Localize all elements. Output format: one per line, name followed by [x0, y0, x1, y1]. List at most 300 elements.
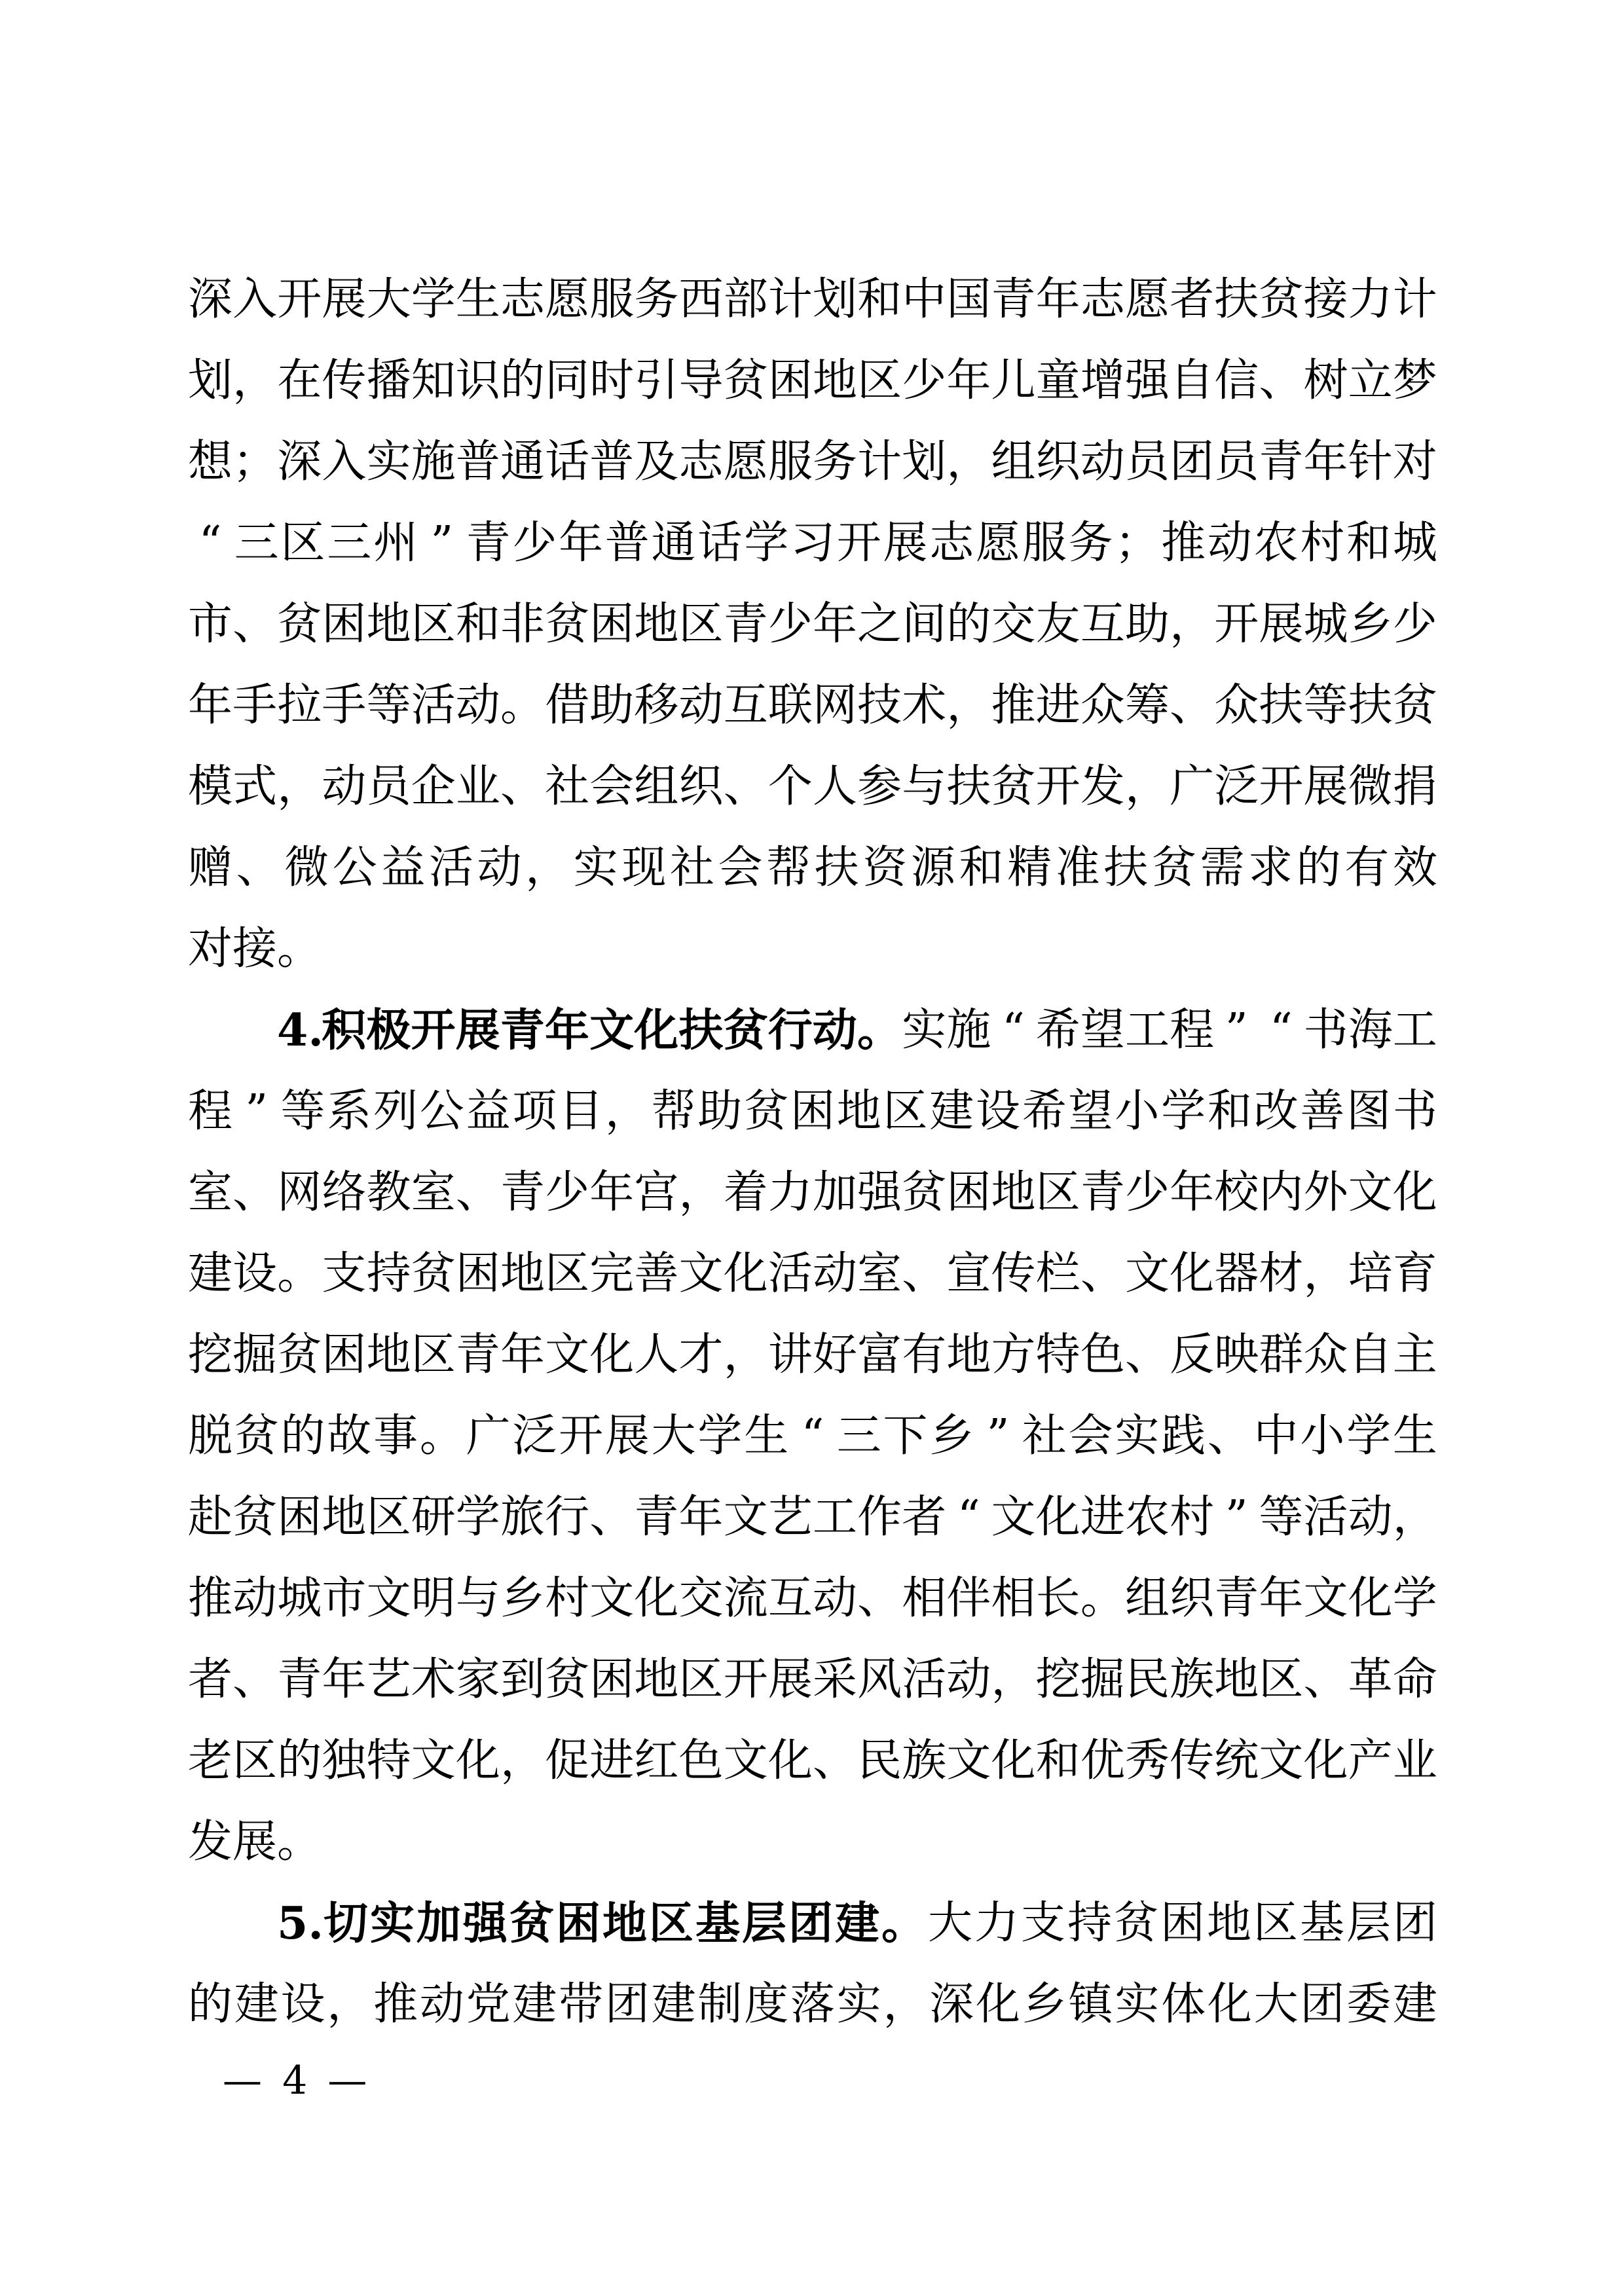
body-character: 识 [455, 355, 500, 407]
body-character: 话 [697, 517, 743, 569]
body-character: 青 [1214, 1573, 1259, 1624]
body-character: 区 [280, 517, 325, 569]
body-character: 三 [327, 517, 372, 569]
body-character: 划 [812, 274, 857, 325]
body-character: 年 [500, 1329, 545, 1381]
body-character: 实 [573, 842, 618, 894]
body-character: 的 [280, 1410, 325, 1462]
body-character: 与 [455, 1573, 500, 1624]
body-character: 行 [545, 1491, 590, 1543]
heading-character: 4. [277, 1004, 323, 1057]
body-character: 采 [812, 1654, 857, 1705]
body-character: 红 [634, 1735, 679, 1787]
body-character: 革 [1348, 1654, 1393, 1705]
body-character: 好 [812, 1329, 857, 1381]
body-character: 年 [1303, 436, 1348, 488]
body-character: 掘 [232, 1329, 278, 1381]
body-character: 贫 [1151, 842, 1196, 894]
body-character: 动 [232, 1573, 278, 1624]
body-character: 设 [280, 1978, 325, 2030]
body-character: 等 [1303, 680, 1348, 731]
body-character: 、 [455, 1167, 500, 1218]
text-line [188, 1639, 1437, 1721]
document-body [188, 259, 1437, 2045]
body-character: 开 [1259, 761, 1304, 812]
body-character: 工 [1124, 1004, 1170, 1056]
body-character: 组 [634, 761, 679, 812]
body-character: 年 [812, 598, 857, 650]
heading-character: 层 [742, 1897, 787, 1950]
body-character: “ [801, 1410, 824, 1462]
body-character: 地 [812, 355, 857, 407]
body-character: 愿 [723, 436, 768, 488]
body-character: 色 [1080, 1329, 1125, 1381]
body-character: 针 [1348, 436, 1393, 488]
body-character: 和 [1035, 1735, 1080, 1787]
text-line [188, 340, 1437, 422]
body-character: 传 [991, 1248, 1036, 1300]
body-character: 织 [678, 761, 724, 812]
body-character: 农 [1124, 1491, 1170, 1543]
body-character: 相 [902, 1573, 947, 1624]
body-character: 贫 [277, 1329, 322, 1381]
body-character: 、 [723, 761, 768, 812]
body-character: ， [946, 680, 991, 731]
body-character: 长 [1035, 1573, 1080, 1624]
body-character: ， [1170, 598, 1215, 650]
body-character: 划 [188, 355, 233, 407]
body-character: 。 [277, 1816, 322, 1868]
body-character: 产 [1348, 1735, 1393, 1787]
body-character: 化 [1392, 1167, 1437, 1218]
body-character: 室 [411, 1167, 456, 1218]
body-character: 众 [1214, 680, 1259, 731]
body-character: 年 [946, 355, 991, 407]
body-character: 和 [959, 842, 1004, 894]
body-character: 地 [322, 1491, 367, 1543]
body-character: 在 [277, 355, 322, 407]
body-character: 实 [836, 1978, 881, 2030]
body-character: 团 [1393, 1897, 1438, 1949]
body-character: 准 [1055, 842, 1100, 894]
body-character: 完 [589, 1248, 635, 1300]
heading-character: 青 [500, 1004, 545, 1057]
body-character: 层 [1346, 1897, 1392, 1949]
body-character: 愿 [976, 517, 1021, 569]
body-character: 者 [902, 1491, 947, 1543]
body-character: 党 [466, 1978, 511, 2030]
body-character: 、 [1080, 1248, 1125, 1300]
body-character: 化 [1035, 1491, 1080, 1543]
body-character: 导 [678, 355, 724, 407]
body-character: 栏 [1035, 1248, 1080, 1300]
body-character: 区 [1253, 1897, 1299, 1949]
body-character: 特 [366, 1735, 411, 1787]
body-character: 普 [604, 517, 650, 569]
body-character: 程 [188, 1085, 233, 1137]
body-character: ， [1303, 1248, 1348, 1300]
body-character: 传 [322, 355, 367, 407]
body-character: 地 [991, 1167, 1036, 1218]
body-character: 互 [767, 1573, 813, 1624]
body-character: 展 [322, 274, 367, 325]
body-character: 困 [1160, 1897, 1206, 1949]
body-character: 学 [411, 274, 456, 325]
body-character: 对 [188, 923, 233, 975]
body-character: 化 [589, 1329, 635, 1381]
body-character: 区 [366, 1491, 411, 1543]
body-character: 希 [1022, 1085, 1067, 1137]
body-character: 化 [976, 1978, 1021, 2030]
body-character: 族 [1170, 1654, 1215, 1705]
body-character: 地 [836, 1085, 881, 1137]
body-character: 同 [545, 355, 590, 407]
body-character: 希 [1035, 1004, 1080, 1056]
body-character: 展 [604, 1410, 650, 1462]
body-character: 动 [419, 1978, 464, 2030]
heading-character: 极 [366, 1004, 411, 1057]
body-character: 文 [589, 1573, 635, 1624]
body-character: 团 [604, 1978, 650, 2030]
body-character: 贫 [902, 1167, 947, 1218]
body-character: 对 [1392, 436, 1437, 488]
body-character: 农 [1253, 517, 1299, 569]
body-character: 员 [366, 761, 411, 812]
body-character: 、 [232, 1654, 278, 1705]
body-character: 通 [651, 517, 696, 569]
body-character: 西 [678, 274, 724, 325]
body-character: 划 [902, 436, 947, 488]
body-character: 故 [327, 1410, 372, 1462]
body-character: 乡 [1348, 598, 1393, 650]
body-character: 命 [1392, 1654, 1437, 1705]
body-character: 生 [1392, 1410, 1437, 1462]
heading-character: 切 [323, 1897, 369, 1950]
body-character: 青 [500, 1167, 545, 1218]
body-character: 文 [545, 1329, 590, 1381]
body-character: 建 [234, 1978, 279, 2030]
body-character: 精 [1007, 842, 1052, 894]
body-character: 会 [589, 761, 635, 812]
body-character: 少 [512, 517, 557, 569]
body-character: 、 [1259, 355, 1304, 407]
body-character: 强 [857, 1167, 902, 1218]
body-character: 秀 [1124, 1735, 1170, 1787]
body-character: 动 [1207, 517, 1252, 569]
body-character: 入 [322, 436, 367, 488]
body-character: 知 [411, 355, 456, 407]
page-number: — 4 — [223, 2058, 371, 2104]
body-character: 。 [419, 1410, 464, 1462]
body-character: 愿 [1124, 274, 1170, 325]
body-character: 交 [991, 598, 1036, 650]
body-character: 州 [373, 517, 418, 569]
body-character: 落 [790, 1978, 835, 2030]
body-character: 业 [455, 761, 500, 812]
body-character: 者 [188, 1654, 233, 1705]
body-character: 贫 [545, 1654, 590, 1705]
body-character: 度 [744, 1978, 789, 2030]
body-character: 大 [366, 274, 411, 325]
body-character: 有 [1344, 842, 1390, 894]
body-character: 区 [411, 598, 456, 650]
body-character: 进 [589, 1735, 635, 1787]
body-character: 书 [1303, 1004, 1348, 1056]
body-character: 志 [929, 517, 974, 569]
body-character: 室 [857, 1248, 902, 1300]
body-character: 非 [500, 598, 545, 650]
body-character: 之 [857, 598, 902, 650]
body-character: 推 [1161, 517, 1206, 569]
body-character: 族 [902, 1735, 947, 1787]
text-line [188, 584, 1437, 665]
body-character: 和 [1346, 517, 1392, 569]
body-character: 动 [477, 842, 522, 894]
heading-character: 扶 [678, 1004, 724, 1057]
body-character: 研 [411, 1491, 456, 1543]
body-character: 流 [723, 1573, 768, 1624]
body-character: 效 [1392, 842, 1437, 894]
body-character: 拉 [277, 680, 322, 731]
body-character: 组 [991, 436, 1036, 488]
body-character: 文 [1348, 1167, 1393, 1218]
body-character: 计 [767, 274, 813, 325]
body-character: 色 [678, 1735, 724, 1787]
body-character: 移 [634, 680, 679, 731]
body-character: 艺 [767, 1491, 813, 1543]
body-character: 文 [946, 1735, 991, 1787]
body-character: 促 [545, 1735, 590, 1787]
body-character: 服 [589, 274, 635, 325]
body-character: 树 [1303, 355, 1348, 407]
body-character: 的 [188, 1978, 233, 2030]
body-character: 文 [366, 1573, 411, 1624]
body-character: 目 [559, 1085, 604, 1137]
body-character: 传 [1170, 1735, 1215, 1787]
body-character: 梦 [1392, 355, 1437, 407]
body-character: 扶 [1348, 680, 1393, 731]
body-character: 贫 [723, 355, 768, 407]
body-character: 深 [188, 274, 233, 325]
body-character: 青 [723, 598, 768, 650]
body-character: 挖 [188, 1329, 233, 1381]
body-character: 建 [1392, 1978, 1437, 2030]
body-character: 建 [651, 1978, 696, 2030]
heading-character: 建 [835, 1897, 880, 1950]
body-character: 区 [678, 1654, 724, 1705]
body-character: ； [1115, 517, 1160, 569]
body-character: 实 [366, 436, 411, 488]
body-character: 通 [500, 436, 545, 488]
body-character: 化 [767, 1735, 813, 1787]
body-character: 伴 [946, 1573, 991, 1624]
body-character: 工 [812, 1491, 857, 1543]
body-character: 帮 [651, 1085, 696, 1137]
body-character: 群 [1259, 1329, 1304, 1381]
body-character: 赠 [188, 842, 233, 894]
body-character: 务 [812, 436, 857, 488]
body-character: 文 [1259, 1735, 1304, 1787]
body-character: 区 [678, 598, 724, 650]
body-character: 年 [1259, 1573, 1304, 1624]
body-character: 地 [1214, 1654, 1259, 1705]
body-character: 联 [767, 680, 813, 731]
body-character: 公 [419, 1085, 464, 1137]
body-character: 区 [883, 1085, 928, 1137]
body-character: 企 [411, 761, 456, 812]
body-character: 开 [559, 1410, 604, 1462]
body-character: ， [232, 355, 278, 407]
body-character: 增 [1080, 355, 1125, 407]
body-character: 青 [466, 517, 511, 569]
body-character: 活 [767, 1248, 813, 1300]
text-line [188, 1477, 1437, 1558]
body-character: 开 [1214, 598, 1259, 650]
body-character: 统 [1214, 1735, 1259, 1787]
body-character: 困 [790, 1085, 835, 1137]
body-character: 参 [857, 761, 902, 812]
body-character: 团 [1170, 436, 1215, 488]
body-character: 才 [678, 1329, 724, 1381]
body-character: 务 [634, 274, 679, 325]
body-character: 项 [512, 1085, 557, 1137]
body-character: 会 [718, 842, 763, 894]
body-character: 织 [1035, 436, 1080, 488]
body-character: 校 [1214, 1167, 1259, 1218]
body-character: 展 [1259, 598, 1304, 650]
text-line [188, 1315, 1437, 1396]
body-character: 镇 [1068, 1978, 1113, 2030]
body-character: 教 [366, 1167, 411, 1218]
text-line [188, 422, 1437, 503]
body-character: 立 [1348, 355, 1393, 407]
body-character: 推 [991, 680, 1036, 731]
body-character: 入 [232, 274, 278, 325]
text-line [188, 746, 1437, 828]
body-character: 益 [466, 1085, 511, 1137]
body-character: 有 [902, 1329, 947, 1381]
body-character: 独 [322, 1735, 367, 1787]
body-character: 术 [411, 1654, 456, 1705]
body-character: 家 [455, 1654, 500, 1705]
body-character: 困 [322, 598, 367, 650]
body-character: 普 [455, 436, 500, 488]
body-character: 、 [1170, 680, 1215, 731]
body-character: 的 [500, 355, 545, 407]
body-character: 众 [1303, 1329, 1348, 1381]
body-character: 贫 [1114, 1897, 1159, 1949]
body-character: 开 [723, 1654, 768, 1705]
body-character: 泛 [1214, 761, 1259, 812]
text-line [188, 1802, 1437, 1883]
body-character: 旅 [500, 1491, 545, 1543]
text-line [188, 1558, 1437, 1639]
body-character: 贫 [744, 1085, 789, 1137]
body-character: 支 [322, 1248, 367, 1300]
body-character: 文 [1124, 1248, 1170, 1300]
body-character: 文 [1303, 1573, 1348, 1624]
body-character: “ [1002, 1004, 1025, 1056]
body-character: 接 [232, 923, 278, 975]
body-character: 宫 [634, 1167, 679, 1218]
body-character: 青 [991, 274, 1036, 325]
body-character: ， [1124, 761, 1170, 812]
body-character: 计 [857, 436, 902, 488]
body-character: 文 [991, 1491, 1036, 1543]
body-character: 公 [332, 842, 377, 894]
body-character: 网 [277, 1167, 322, 1218]
body-character: 困 [589, 1654, 635, 1705]
body-character: 方 [991, 1329, 1036, 1381]
body-character: 列 [373, 1085, 418, 1137]
body-character: 贫 [232, 1491, 278, 1543]
body-character: “ [1270, 1004, 1293, 1056]
body-character: 化 [634, 1573, 679, 1624]
body-character: 与 [902, 761, 947, 812]
body-character: 社 [545, 761, 590, 812]
body-character: 贫 [545, 598, 590, 650]
body-character: 志 [1080, 274, 1125, 325]
body-character: 市 [188, 598, 233, 650]
body-character: 器 [1214, 1248, 1259, 1300]
body-character: 化 [723, 1248, 768, 1300]
body-character: 少 [1124, 1167, 1170, 1218]
body-character: 建 [188, 1248, 233, 1300]
body-character: 年 [188, 680, 233, 731]
body-character: 实 [1115, 1410, 1160, 1462]
body-character: 务 [1068, 517, 1113, 569]
body-character: 海 [1348, 1004, 1393, 1056]
body-character: 小 [1300, 1410, 1345, 1462]
body-character: 业 [1392, 1735, 1437, 1787]
body-character: 区 [545, 1248, 590, 1300]
body-character: 深 [277, 436, 322, 488]
body-character: 作 [857, 1491, 902, 1543]
body-character: 和 [455, 598, 500, 650]
body-character: 区 [1259, 1654, 1304, 1705]
body-character: 时 [589, 355, 635, 407]
body-character: 展 [232, 1816, 278, 1868]
body-character: 建 [512, 1978, 557, 2030]
text-line [188, 665, 1437, 746]
text-line [188, 1964, 1437, 2045]
body-character: 。 [1080, 1573, 1125, 1624]
body-character: 化 [1303, 1735, 1348, 1787]
body-character: 部 [723, 274, 768, 325]
heading-character: 实 [370, 1897, 415, 1950]
body-character: 困 [322, 1329, 367, 1381]
body-character: 志 [500, 274, 545, 325]
body-character: 助 [589, 680, 635, 731]
body-character: 明 [411, 1573, 456, 1624]
body-character: 展 [1303, 761, 1348, 812]
body-character: 推 [373, 1978, 418, 2030]
body-character: 国 [946, 274, 991, 325]
body-character: 手 [232, 680, 278, 731]
heading-character: 动 [812, 1004, 857, 1057]
body-character: 化 [991, 1735, 1036, 1787]
body-character: 富 [857, 1329, 902, 1381]
body-character: 中 [902, 274, 947, 325]
body-character: 青 [634, 1491, 679, 1543]
heading-character: 贫 [509, 1897, 555, 1950]
body-character: 化 [455, 1735, 500, 1787]
body-character: 持 [366, 1248, 411, 1300]
body-character: 动 [946, 1654, 991, 1705]
body-character: 源 [910, 842, 955, 894]
body-character: 手 [322, 680, 367, 731]
body-character: 大 [651, 1410, 696, 1462]
